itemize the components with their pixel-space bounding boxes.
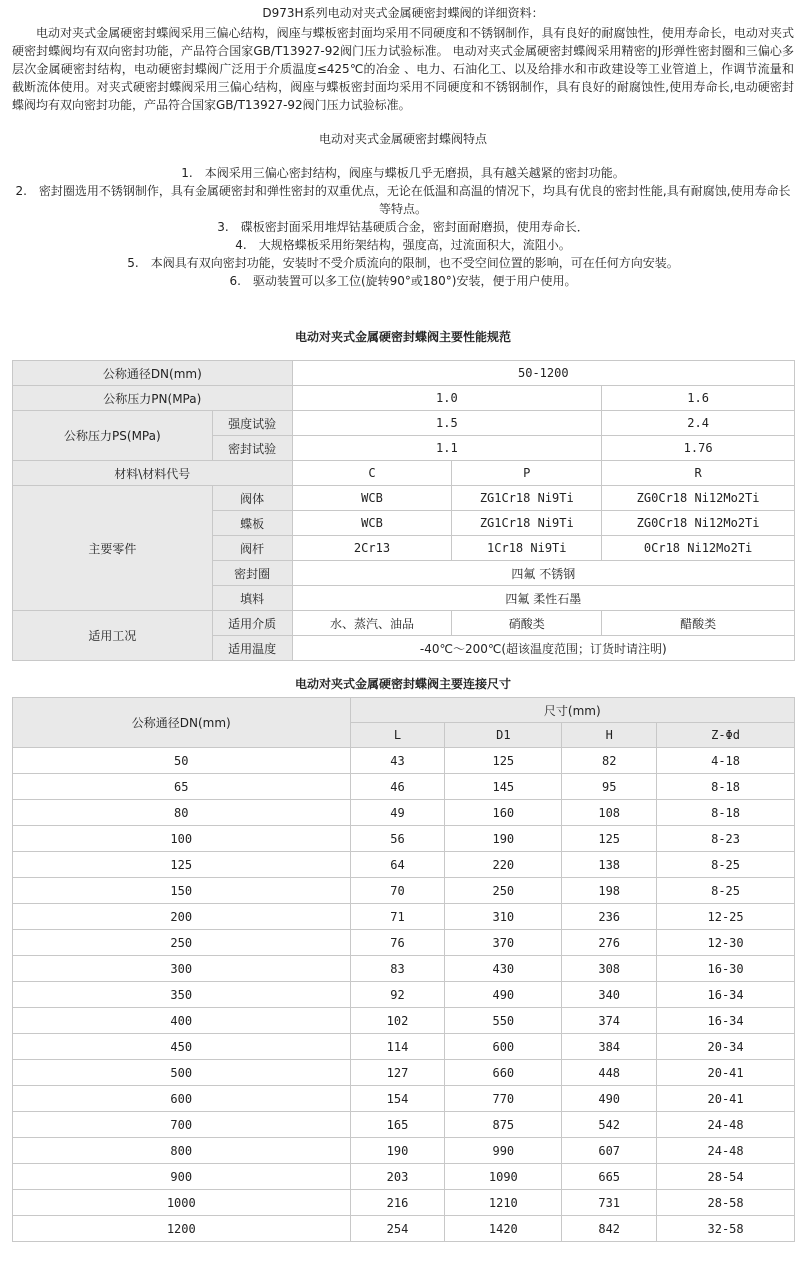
table-cell: ZG1Cr18 Ni9Ti xyxy=(452,486,602,511)
dim-table-title: 电动对夹式金属硬密封蝶阀主要连接尺寸 xyxy=(294,677,511,691)
table-cell: 公称通径DN(mm) xyxy=(13,361,293,386)
table-cell: 254 xyxy=(350,1216,445,1242)
table-cell: 适用介质 xyxy=(212,611,292,636)
table-cell: 216 xyxy=(350,1190,445,1216)
table-row xyxy=(13,1190,795,1216)
table-cell: 主要零件 xyxy=(13,486,213,611)
table-cell: ZG0Cr18 Ni12Mo2Ti xyxy=(602,511,795,536)
table-cell: 8-25 xyxy=(657,852,795,878)
table-cell: 800 xyxy=(13,1138,351,1164)
table-cell: 4-18 xyxy=(657,748,795,774)
table-cell: 醋酸类 xyxy=(602,611,795,636)
table-cell: 16-34 xyxy=(657,982,795,1008)
table-cell: 50 xyxy=(13,748,351,774)
table-cell: 127 xyxy=(350,1060,445,1086)
table-cell: 四氟 柔性石墨 xyxy=(292,586,794,611)
table-cell: 607 xyxy=(562,1138,657,1164)
table-row xyxy=(13,1034,795,1060)
table-cell: 108 xyxy=(562,800,657,826)
table-row xyxy=(13,386,795,411)
table-cell: 125 xyxy=(445,748,562,774)
dim-table xyxy=(12,697,795,1242)
table-row xyxy=(13,1008,795,1034)
table-cell: WCB xyxy=(292,511,452,536)
table-cell: 875 xyxy=(445,1112,562,1138)
table-row xyxy=(13,486,795,511)
feature-item: 6. 驱动装置可以多工位(旋转90°或180°)安装，便于用户使用。 xyxy=(229,274,577,288)
features-list xyxy=(12,164,794,290)
table-cell: 190 xyxy=(350,1138,445,1164)
table-row xyxy=(13,1216,795,1242)
table-cell: 125 xyxy=(562,826,657,852)
table-header-cell: 尺寸(mm) xyxy=(350,698,794,723)
table-cell: 1.6 xyxy=(602,386,795,411)
table-cell: 400 xyxy=(13,1008,351,1034)
table-cell: 92 xyxy=(350,982,445,1008)
table-row xyxy=(13,930,795,956)
table-cell: 32-58 xyxy=(657,1216,795,1242)
feature-item: 4. 大规格蝶板采用绗架结构，强度高，过流面积大，流阻小。 xyxy=(235,238,571,252)
table-cell: 20-41 xyxy=(657,1086,795,1112)
table-row xyxy=(13,826,795,852)
table-cell: C xyxy=(292,461,452,486)
table-cell: 56 xyxy=(350,826,445,852)
table-row xyxy=(13,852,795,878)
table-cell: 1090 xyxy=(445,1164,562,1190)
table-cell: 12-30 xyxy=(657,930,795,956)
table-cell: R xyxy=(602,461,795,486)
table-row xyxy=(13,1086,795,1112)
table-cell: 71 xyxy=(350,904,445,930)
table-cell: 200 xyxy=(13,904,351,930)
table-cell: 硝酸类 xyxy=(452,611,602,636)
spec-table xyxy=(12,360,795,661)
table-cell: 448 xyxy=(562,1060,657,1086)
page-content xyxy=(0,4,806,1242)
table-header-cell: 公称通径DN(mm) xyxy=(13,698,351,748)
table-cell: 165 xyxy=(350,1112,445,1138)
table-cell: 2Cr13 xyxy=(292,536,452,561)
table-cell: 24-48 xyxy=(657,1138,795,1164)
table-cell: 80 xyxy=(13,800,351,826)
table-cell: 阀体 xyxy=(212,486,292,511)
table-cell: 374 xyxy=(562,1008,657,1034)
table-cell: 适用温度 xyxy=(212,636,292,661)
table-cell: 150 xyxy=(13,878,351,904)
table-row xyxy=(13,1138,795,1164)
table-cell: 731 xyxy=(562,1190,657,1216)
table-cell: 密封圈 xyxy=(212,561,292,586)
table-cell: 990 xyxy=(445,1138,562,1164)
table-cell: 490 xyxy=(445,982,562,1008)
table-row xyxy=(13,878,795,904)
table-cell: 密封试验 xyxy=(212,436,292,461)
dim-table-body xyxy=(13,748,795,1242)
table-cell: 强度试验 xyxy=(212,411,292,436)
feature-item: 5. 本阀具有双向密封功能，安装时不受介质流向的限制，也不受空间位置的影响，可在任何方向安装。 xyxy=(127,256,679,270)
table-cell: 220 xyxy=(445,852,562,878)
table-cell: 102 xyxy=(350,1008,445,1034)
table-cell: 适用工况 xyxy=(13,611,213,661)
table-cell: 203 xyxy=(350,1164,445,1190)
table-cell: 665 xyxy=(562,1164,657,1190)
spec-table-title: 电动对夹式金属硬密封蝶阀主要性能规范 xyxy=(294,330,511,344)
table-cell: 四氟 不锈钢 xyxy=(292,561,794,586)
table-cell: 2.4 xyxy=(602,411,795,436)
table-cell: 770 xyxy=(445,1086,562,1112)
table-cell: 65 xyxy=(13,774,351,800)
table-cell: 842 xyxy=(562,1216,657,1242)
table-cell: 8-25 xyxy=(657,878,795,904)
table-cell: 250 xyxy=(445,878,562,904)
table-cell: 350 xyxy=(13,982,351,1008)
table-cell: 300 xyxy=(13,956,351,982)
table-cell: 0Cr18 Ni12Mo2Ti xyxy=(602,536,795,561)
table-row xyxy=(13,982,795,1008)
table-cell: 1.1 xyxy=(292,436,602,461)
table-cell: 28-54 xyxy=(657,1164,795,1190)
table-row xyxy=(13,1112,795,1138)
intro-title: D973H系列电动对夹式金属硬密封蝶阀的详细资料： xyxy=(262,6,544,20)
features-title: 电动对夹式金属硬密封蝶阀特点 xyxy=(318,132,487,146)
table-cell: 16-30 xyxy=(657,956,795,982)
table-row xyxy=(13,748,795,774)
table-cell: 8-18 xyxy=(657,800,795,826)
table-cell: 8-18 xyxy=(657,774,795,800)
table-cell: 70 xyxy=(350,878,445,904)
table-cell: 20-41 xyxy=(657,1060,795,1086)
table-cell: 190 xyxy=(445,826,562,852)
table-cell: 310 xyxy=(445,904,562,930)
table-cell: 160 xyxy=(445,800,562,826)
table-cell: 145 xyxy=(445,774,562,800)
table-cell: 82 xyxy=(562,748,657,774)
table-cell: 1420 xyxy=(445,1216,562,1242)
table-cell: 16-34 xyxy=(657,1008,795,1034)
table-cell: 542 xyxy=(562,1112,657,1138)
table-cell: -40℃～200℃(超该温度范围；订货时请注明) xyxy=(292,636,794,661)
table-cell: 1.0 xyxy=(292,386,602,411)
table-cell: 1Cr18 Ni9Ti xyxy=(452,536,602,561)
table-cell: 450 xyxy=(13,1034,351,1060)
table-cell: 500 xyxy=(13,1060,351,1086)
table-cell: 236 xyxy=(562,904,657,930)
table-cell: 138 xyxy=(562,852,657,878)
table-cell: ZG0Cr18 Ni12Mo2Ti xyxy=(602,486,795,511)
table-cell: 370 xyxy=(445,930,562,956)
table-cell: 1210 xyxy=(445,1190,562,1216)
table-row xyxy=(13,1164,795,1190)
table-row xyxy=(13,411,795,436)
table-cell: 50-1200 xyxy=(292,361,794,386)
table-row xyxy=(13,904,795,930)
table-cell: 64 xyxy=(350,852,445,878)
feature-item: 2. 密封圈选用不锈钢制作，具有金属硬密封和弹性密封的双重优点，无论在低温和高温的情况下，均具有优良的密封性能,具有耐腐蚀,使用寿命长等特点。 xyxy=(15,184,791,216)
table-cell: 600 xyxy=(445,1034,562,1060)
table-cell: 20-34 xyxy=(657,1034,795,1060)
table-cell: 198 xyxy=(562,878,657,904)
table-cell: 1.5 xyxy=(292,411,602,436)
table-cell: 8-23 xyxy=(657,826,795,852)
table-cell: 43 xyxy=(350,748,445,774)
table-row xyxy=(13,611,795,636)
table-row xyxy=(13,461,795,486)
table-cell: 24-48 xyxy=(657,1112,795,1138)
feature-item: 1. 本阀采用三偏心密封结构，阀座与蝶板几乎无磨损，具有越关越紧的密封功能。 xyxy=(181,166,625,180)
table-cell: 490 xyxy=(562,1086,657,1112)
table-cell: 308 xyxy=(562,956,657,982)
table-cell: 384 xyxy=(562,1034,657,1060)
table-cell: 100 xyxy=(13,826,351,852)
intro-paragraph: 电动对夹式金属硬密封蝶阀采用三偏心结构，阀座与蝶板密封面均采用不同硬度和不锈钢制作，具有良好的耐腐蚀性，使用寿命长，电动对夹式硬密封蝶阀均有双向密封功能，产品符合国家GB/T13927-92阀门压力试验标准。 电动对夹式金属硬密封蝶阀采用精密的J形弹性密封圈和三偏心多层次金属硬密封结构，电动硬密封蝶阀广泛用于介质温度≤425℃的冶金 、电力、石油化工、以及给排水和市政建设等工业管道上，作调节流量和截断流体使用。对夹式硬密封蝶阀采用三偏心结构，阀座与蝶板密封面均采用不同硬度和不锈钢制作，具有良好的耐腐蚀性,使用寿命长,电动硬密封蝶阀均有双向密封功能，产品符合国家GB/T13927-92阀门压力试验标准。 xyxy=(12,26,794,112)
table-cell: 550 xyxy=(445,1008,562,1034)
table-cell: 95 xyxy=(562,774,657,800)
table-cell: 83 xyxy=(350,956,445,982)
table-row xyxy=(13,1060,795,1086)
table-cell: 蝶板 xyxy=(212,511,292,536)
table-row xyxy=(13,774,795,800)
table-cell: 49 xyxy=(350,800,445,826)
table-cell: 水、蒸汽、油品 xyxy=(292,611,452,636)
table-cell: 430 xyxy=(445,956,562,982)
table-cell: 材料\材料代号 xyxy=(13,461,293,486)
table-cell: 700 xyxy=(13,1112,351,1138)
table-cell: ZG1Cr18 Ni9Ti xyxy=(452,511,602,536)
table-cell: 600 xyxy=(13,1086,351,1112)
table-row xyxy=(13,800,795,826)
table-cell: 125 xyxy=(13,852,351,878)
table-cell: 1.76 xyxy=(602,436,795,461)
table-header-cell: D1 xyxy=(445,723,562,748)
table-cell: 114 xyxy=(350,1034,445,1060)
table-row xyxy=(13,956,795,982)
table-cell: 1000 xyxy=(13,1190,351,1216)
table-cell: 900 xyxy=(13,1164,351,1190)
table-header-cell: Z-Φd xyxy=(657,723,795,748)
table-cell: 公称压力PN(MPa) xyxy=(13,386,293,411)
table-cell: 154 xyxy=(350,1086,445,1112)
table-cell: 340 xyxy=(562,982,657,1008)
table-cell: 28-58 xyxy=(657,1190,795,1216)
table-row xyxy=(13,361,795,386)
table-header-cell: L xyxy=(350,723,445,748)
table-cell: 1200 xyxy=(13,1216,351,1242)
table-cell: 阀杆 xyxy=(212,536,292,561)
table-cell: P xyxy=(452,461,602,486)
table-cell: 276 xyxy=(562,930,657,956)
table-cell: 46 xyxy=(350,774,445,800)
table-header-cell: H xyxy=(562,723,657,748)
table-header-row xyxy=(13,698,795,723)
table-cell: 660 xyxy=(445,1060,562,1086)
table-cell: 填料 xyxy=(212,586,292,611)
table-cell: 12-25 xyxy=(657,904,795,930)
table-cell: 公称压力PS(MPa) xyxy=(13,411,213,461)
table-cell: WCB xyxy=(292,486,452,511)
feature-item: 3. 碟板密封面采用堆焊钴基硬质合金，密封面耐磨损，使用寿命长． xyxy=(217,220,589,234)
table-cell: 76 xyxy=(350,930,445,956)
table-cell: 250 xyxy=(13,930,351,956)
